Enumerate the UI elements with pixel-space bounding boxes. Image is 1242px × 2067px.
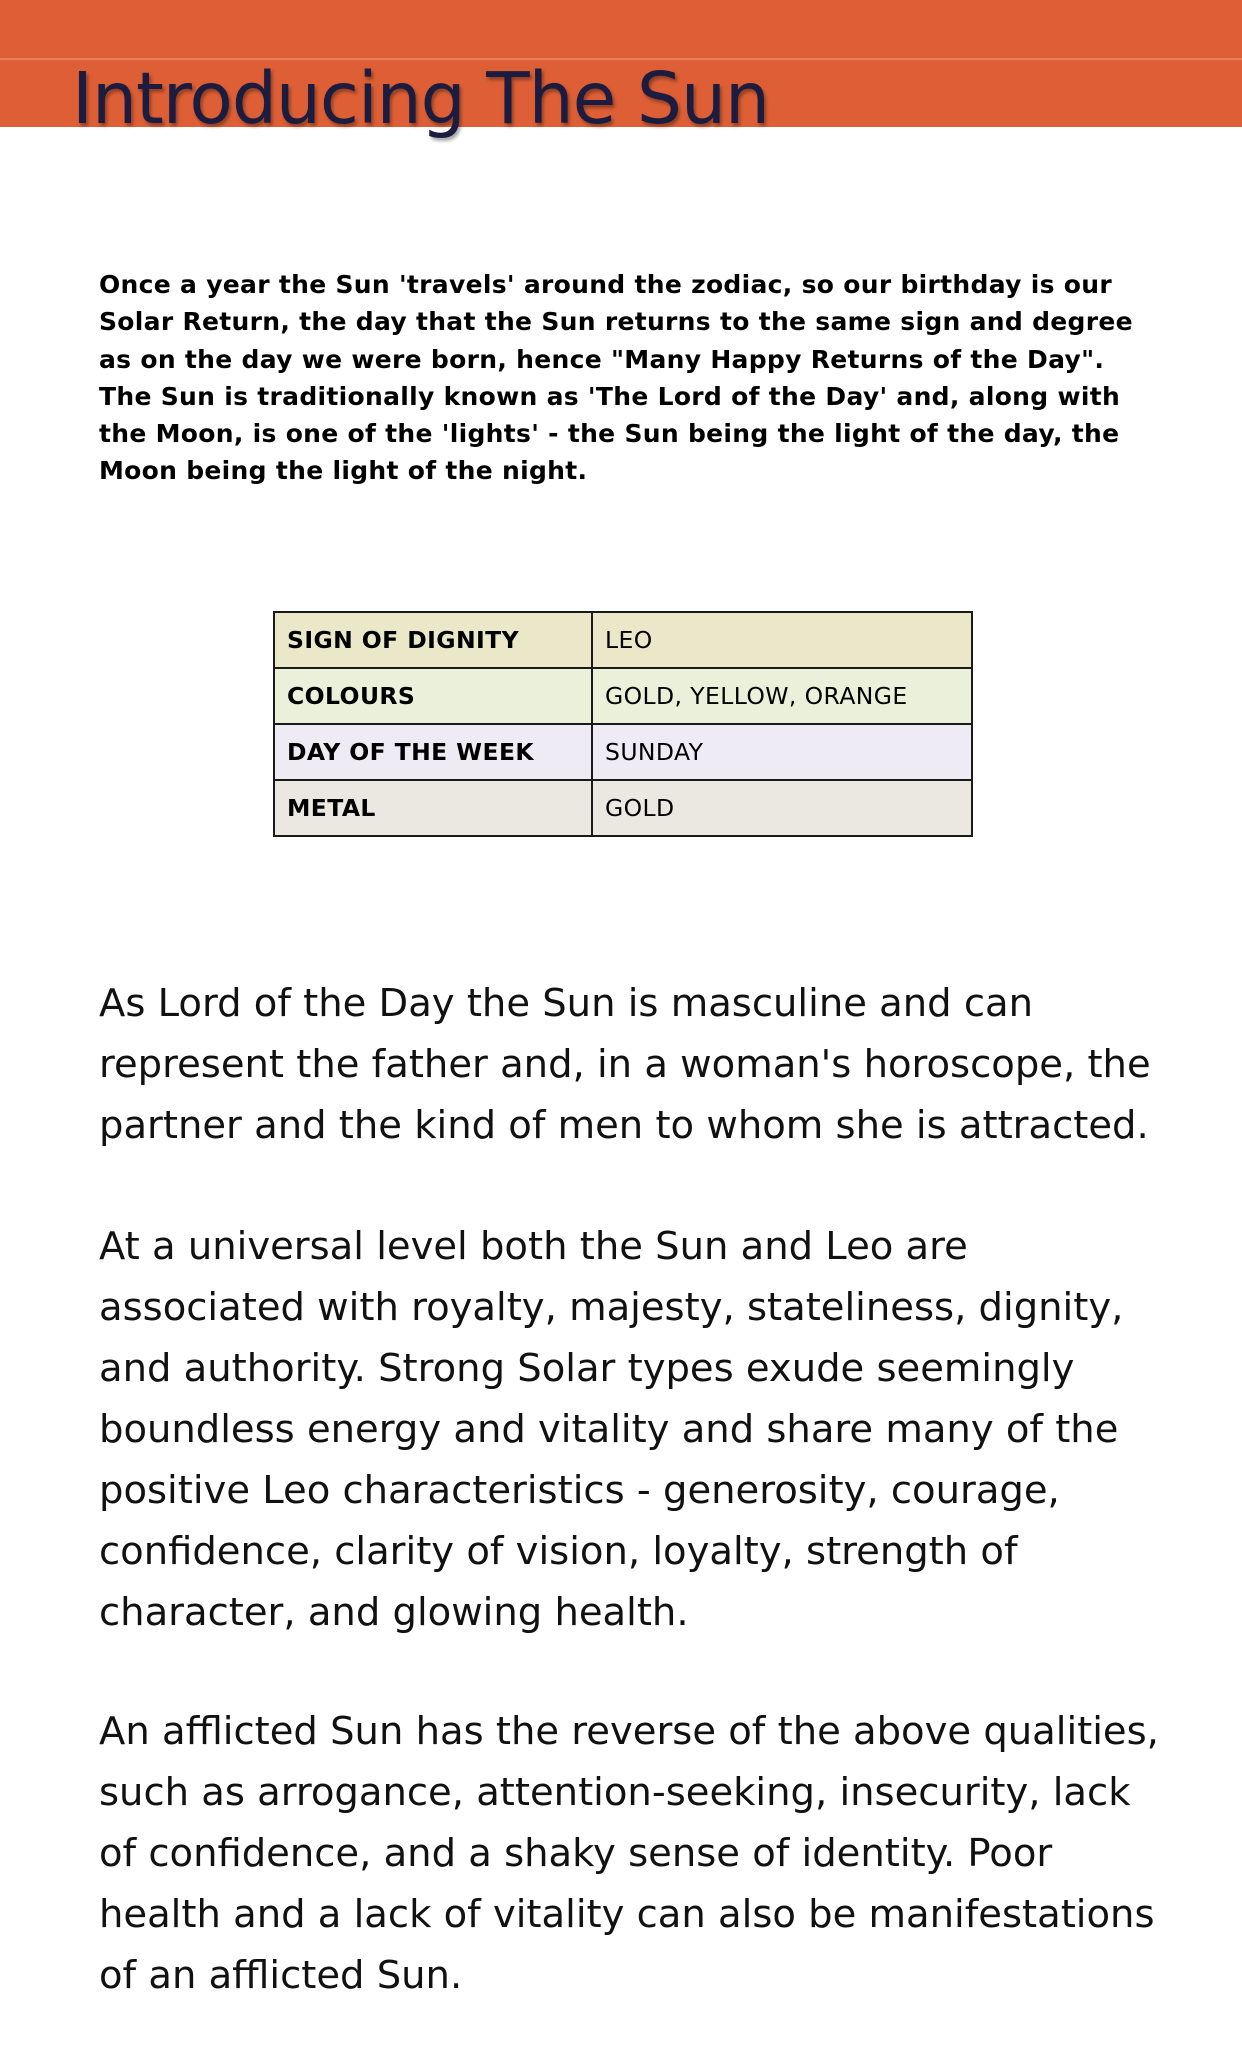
row-value-metal: GOLD	[592, 780, 972, 836]
row-value-colours: GOLD, YELLOW, ORANGE	[592, 668, 972, 724]
row-label-sign-of-dignity: SIGN OF DIGNITY	[274, 612, 592, 668]
table-row	[274, 780, 972, 836]
header-banner	[0, 0, 1242, 140]
paragraph-afflicted-sun: An afflicted Sun has the reverse of the above qualities, such as arrogance, attention-seeking, insecurity, lack of confidence, and a shaky sense of identity. Poor health and a lack of vitality can also be manifestations of an afflicted Sun.	[99, 1709, 1159, 1998]
row-label-metal: METAL	[274, 780, 592, 836]
sun-facts-table	[273, 611, 973, 837]
table-row	[274, 612, 972, 668]
row-label-day-of-the-week: DAY OF THE WEEK	[274, 724, 592, 780]
row-value-sign-of-dignity: LEO	[592, 612, 972, 668]
intro-paragraph: Once a year the Sun 'travels' around the zodiac, so our birthday is our Solar Return, the day that the Sun returns to the same sign and degree as on the day we were born, hence "Many Happy Returns of the Day". The Sun is traditionally known as 'The Lord of the Day' and, along with the Moon, is one of the 'lights' - the Sun being the light of the day, the Moon being the light of the night.	[99, 270, 1133, 486]
page-title: Introducing The Sun	[72, 57, 769, 140]
row-label-colours: COLOURS	[274, 668, 592, 724]
paragraph-lord-of-the-day: As Lord of the Day the Sun is masculine and can represent the father and, in a woman's horoscope, the partner and the kind of men to whom she is attracted.	[99, 981, 1151, 1148]
table-row	[274, 724, 972, 780]
row-value-day-of-the-week: SUNDAY	[592, 724, 972, 780]
table-row	[274, 668, 972, 724]
paragraph-universal-level: At a universal level both the Sun and Leo are associated with royalty, majesty, stateliness, dignity, and authority. Strong Solar types exude seemingly boundless energy and vitality and share many of the positive Leo characteristics - generosity, courage, confidence, clarity of vision, loyalty, strength of character, and glowing health.	[99, 1224, 1124, 1635]
